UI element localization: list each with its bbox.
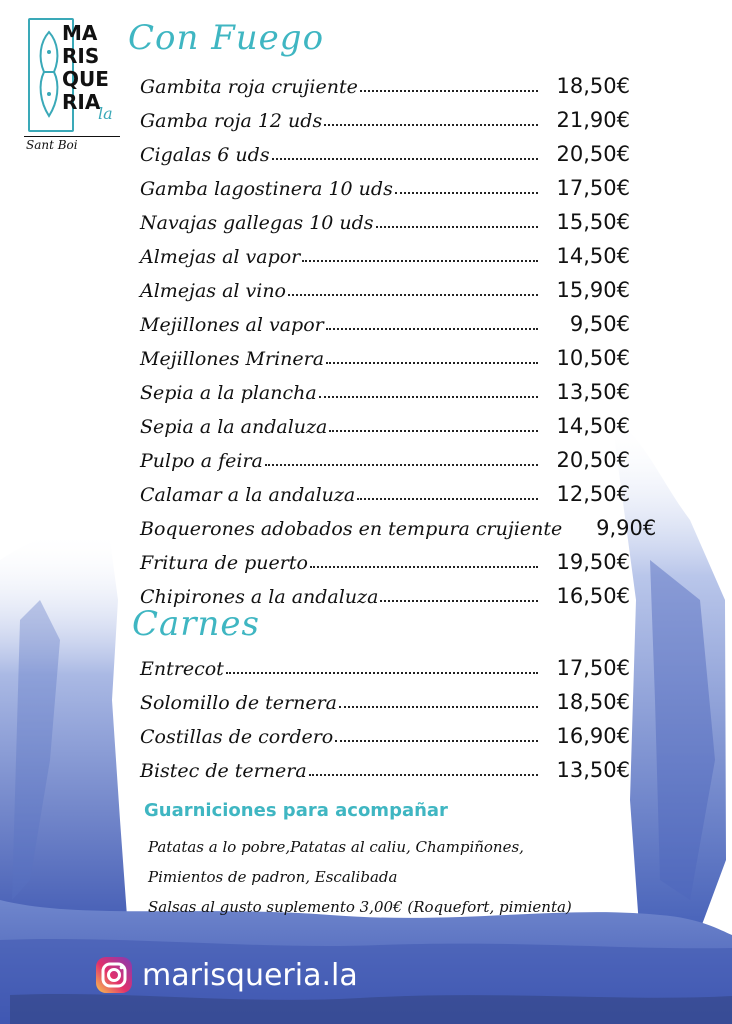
menu-item bbox=[140, 102, 630, 132]
menu-item-price: 13,50€ bbox=[556, 380, 630, 404]
dot-leader bbox=[395, 192, 538, 194]
menu-item-name: Pulpo a feira bbox=[140, 450, 263, 472]
menu-item-price: 18,50€ bbox=[556, 74, 630, 98]
menu-item-price: 15,50€ bbox=[556, 210, 630, 234]
logo-line: MA bbox=[62, 21, 98, 45]
menu-item-price: 15,90€ bbox=[556, 278, 630, 302]
dot-leader bbox=[326, 362, 538, 364]
dot-leader bbox=[357, 498, 538, 500]
menu-item bbox=[140, 476, 630, 506]
menu-item bbox=[140, 650, 630, 680]
dot-leader bbox=[339, 706, 538, 708]
menu-item bbox=[140, 238, 630, 268]
menu-item-price: 16,50€ bbox=[556, 584, 630, 608]
instagram-link[interactable] bbox=[94, 955, 358, 995]
menu-item-name: Mejillones al vapor bbox=[140, 314, 324, 336]
menu-item bbox=[140, 272, 630, 302]
logo-divider bbox=[24, 136, 120, 137]
logo-city: Sant Boi bbox=[26, 138, 78, 152]
menu-item bbox=[140, 306, 630, 336]
dot-leader bbox=[335, 740, 538, 742]
menu-item bbox=[140, 136, 630, 166]
dot-leader bbox=[302, 260, 538, 262]
menu-item-price: 14,50€ bbox=[556, 414, 630, 438]
menu-item-name: Cigalas 6 uds bbox=[140, 144, 270, 166]
dot-leader bbox=[309, 774, 538, 776]
menu-item-price: 17,50€ bbox=[556, 176, 630, 200]
guarniciones-title: Guarniciones para acompañar bbox=[144, 800, 448, 821]
menu-item-name: Almejas al vino bbox=[140, 280, 286, 302]
menu-item-name: Solomillo de ternera bbox=[140, 692, 337, 714]
dot-leader bbox=[376, 226, 538, 228]
menu-item-price: 9,90€ bbox=[596, 516, 657, 540]
menu-item-name: Almejas al vapor bbox=[140, 246, 301, 268]
menu-item-name: Calamar a la andaluza bbox=[140, 484, 356, 506]
menu-item-price: 13,50€ bbox=[556, 758, 630, 782]
menu-item-price: 12,50€ bbox=[556, 482, 630, 506]
guarniciones-line: Patatas a lo pobre,Patatas al caliu, Champiñones, bbox=[148, 838, 524, 856]
menu-item-name: Boquerones adobados en tempura crujiente bbox=[140, 518, 563, 540]
menu-item-name: Sepia a la andaluza bbox=[140, 416, 328, 438]
menu-item-price: 19,50€ bbox=[556, 550, 630, 574]
section-title-con-fuego: Con Fuego bbox=[128, 18, 325, 58]
menu-item-name: Bistec de ternera bbox=[140, 760, 307, 782]
menu-item bbox=[140, 544, 630, 574]
menu-item bbox=[140, 374, 630, 404]
instagram-handle[interactable]: marisqueria.la bbox=[142, 957, 358, 993]
dot-leader bbox=[326, 328, 538, 330]
menu-item bbox=[140, 510, 657, 540]
menu-item-price: 20,50€ bbox=[556, 448, 630, 472]
menu-item bbox=[140, 442, 630, 472]
menu-item-name: Entrecot bbox=[140, 658, 224, 680]
menu-item-name: Sepia a la plancha bbox=[140, 382, 317, 404]
menu-item-name: Navajas gallegas 10 uds bbox=[140, 212, 374, 234]
menu-item-price: 16,90€ bbox=[556, 724, 630, 748]
menu-item-price: 18,50€ bbox=[556, 690, 630, 714]
logo-suffix: la bbox=[98, 104, 113, 123]
dot-leader bbox=[319, 396, 538, 398]
menu-item bbox=[140, 718, 630, 748]
dot-leader bbox=[226, 672, 538, 674]
instagram-icon bbox=[94, 955, 134, 995]
menu-item-price: 10,50€ bbox=[556, 346, 630, 370]
menu-item-name: Gamba roja 12 uds bbox=[140, 110, 323, 132]
marisqueria-logo bbox=[18, 14, 128, 154]
logo-line: RIS bbox=[62, 44, 100, 68]
menu-item-price: 14,50€ bbox=[556, 244, 630, 268]
guarniciones-line: Salsas al gusto suplemento 3,00€ (Roquefort, pimienta) bbox=[148, 898, 572, 916]
menu-item bbox=[140, 68, 630, 98]
menu-item-name: Gamba lagostinera 10 uds bbox=[140, 178, 393, 200]
menu-item-price: 21,90€ bbox=[556, 108, 630, 132]
fish-icon bbox=[32, 28, 66, 124]
menu-item-price: 20,50€ bbox=[556, 142, 630, 166]
dot-leader bbox=[272, 158, 538, 160]
menu-item bbox=[140, 752, 630, 782]
dot-leader bbox=[329, 430, 538, 432]
dot-leader bbox=[265, 464, 538, 466]
menu-item-name: Fritura de puerto bbox=[140, 552, 308, 574]
menu-item bbox=[140, 340, 630, 370]
dot-leader bbox=[360, 90, 538, 92]
section-title-carnes: Carnes bbox=[132, 604, 261, 644]
menu-item-name: Costillas de cordero bbox=[140, 726, 334, 748]
menu-item bbox=[140, 170, 630, 200]
menu-item bbox=[140, 408, 630, 438]
menu-item-name: Chipirones a la andaluza bbox=[140, 586, 379, 608]
logo-line: QUE bbox=[62, 67, 109, 91]
dot-leader bbox=[288, 294, 538, 296]
menu-item-price: 9,50€ bbox=[569, 312, 630, 336]
dot-leader bbox=[324, 124, 538, 126]
logo-line: RIA bbox=[62, 90, 101, 114]
menu-item-price: 17,50€ bbox=[556, 656, 630, 680]
guarniciones-line: Pimientos de padron, Escalibada bbox=[148, 868, 398, 886]
menu-item-name: Gambita roja crujiente bbox=[140, 76, 358, 98]
menu-item bbox=[140, 684, 630, 714]
logo-wordmark bbox=[62, 22, 109, 114]
menu-item-name: Mejillones Mrinera bbox=[140, 348, 325, 370]
menu-item bbox=[140, 204, 630, 234]
dot-leader bbox=[310, 566, 538, 568]
dot-leader bbox=[380, 600, 538, 602]
